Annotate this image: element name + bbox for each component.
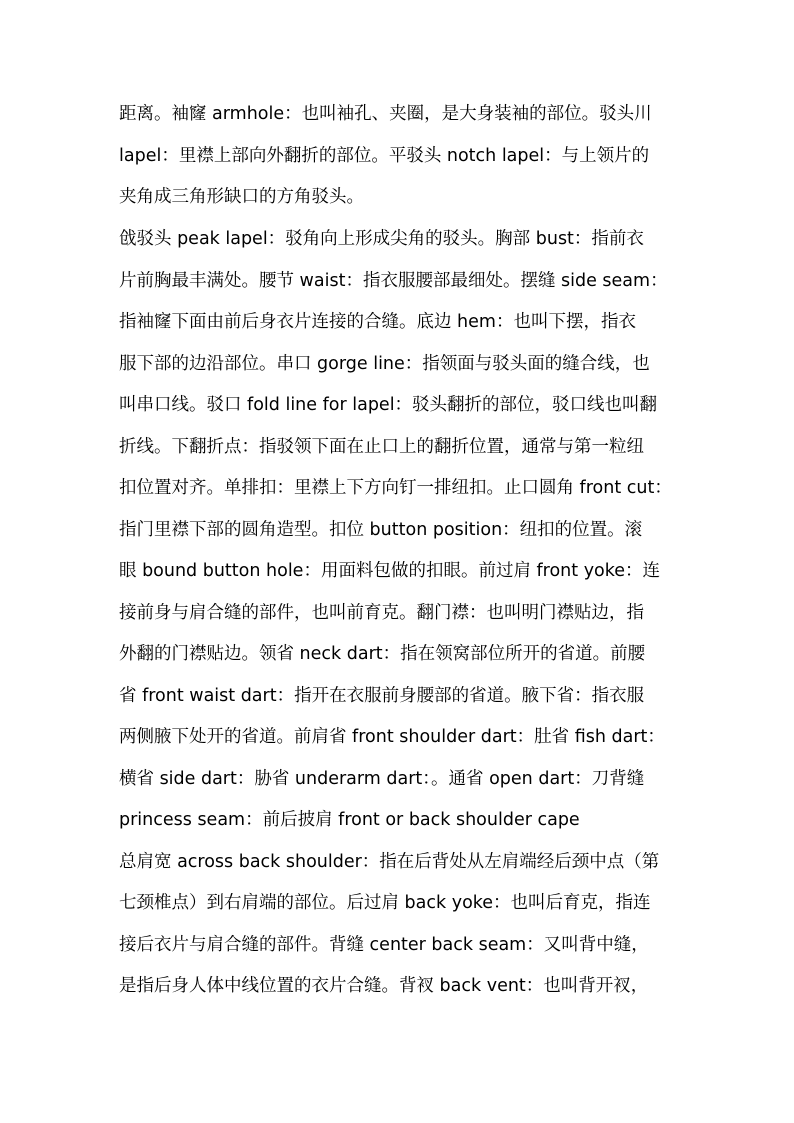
text-line: 片前胸最丰满处。腰节 waist：指衣服腰部最细处。摆缝 side seam： xyxy=(119,270,668,291)
text-line: 指袖窿下面由前后身衣片连接的合缝。底边 hem：也叫下摆，指衣 xyxy=(119,312,636,332)
text-line: 总肩宽 across back shoulder：指在后背处从左肩端经后颈中点（第 xyxy=(119,851,660,872)
paragraph-garment-terms xyxy=(119,219,685,1008)
text-line: 距离。袖窿 armhole：也叫袖孔、夹圈，是大身装袖的部位。驳头川 xyxy=(119,104,652,124)
text-line: 折线。下翻折点：指驳领下面在止口上的翻折位置，通常与第一粒纽 xyxy=(119,436,644,457)
paragraph-armhole-lapel xyxy=(119,94,685,219)
text-line: 指门里襟下部的圆角造型。扣位 button position：纽扣的位置。滚 xyxy=(119,519,643,540)
text-line: 是指后身人体中线位置的衣片合缝。背衩 back vent：也叫背开衩， xyxy=(119,976,649,996)
text-line: 扣位置对齐。单排扣：里襟上下方向钉一排纽扣。止口圆角 front cut： xyxy=(119,478,672,498)
text-line: 接前身与肩合缝的部件，也叫前育克。翻门襟：也叫明门襟贴边，指 xyxy=(119,602,644,623)
text-line: 服下部的边沿部位。串口 gorge line：指领面与驳头面的缝合线，也 xyxy=(119,353,650,374)
text-line: 横省 side dart：胁省 underarm dart：。通省 open dart：刀背缝 xyxy=(119,768,645,789)
text-line: princess seam：前后披肩 front or back shoulder cape xyxy=(119,810,580,830)
text-line: 外翻的门襟贴边。领省 neck dart：指在领窝部位所开的省道。前腰 xyxy=(119,644,646,664)
text-line: 戗驳头 peak lapel：驳角向上形成尖角的驳头。胸部 bust：指前衣 xyxy=(119,229,644,249)
text-line: 眼 bound button hole：用面料包做的扣眼。前过肩 front yoke：连 xyxy=(119,561,661,581)
text-line: 省 front waist dart：指开在衣服前身腰部的省道。腋下省：指衣服 xyxy=(119,685,645,706)
text-line: 叫串口线。驳口 fold line for lapel：驳头翻折的部位，驳口线也叫翻 xyxy=(119,395,658,415)
text-line: 接后衣片与肩合缝的部件。背缝 center back seam：又叫背中缝， xyxy=(119,934,649,955)
text-line: 夹角成三角形缺口的方角驳头。 xyxy=(119,187,364,207)
text-line: 两侧腋下处开的省道。前肩省 front shoulder dart：肚省 fish dart： xyxy=(119,727,665,747)
text-line: lapel：里襟上部向外翻折的部位。平驳头 notch lapel：与上领片的 xyxy=(119,145,650,166)
text-line: 七颈椎点）到右肩端的部位。后过肩 back yoke：也叫后育克，指连 xyxy=(119,893,651,913)
